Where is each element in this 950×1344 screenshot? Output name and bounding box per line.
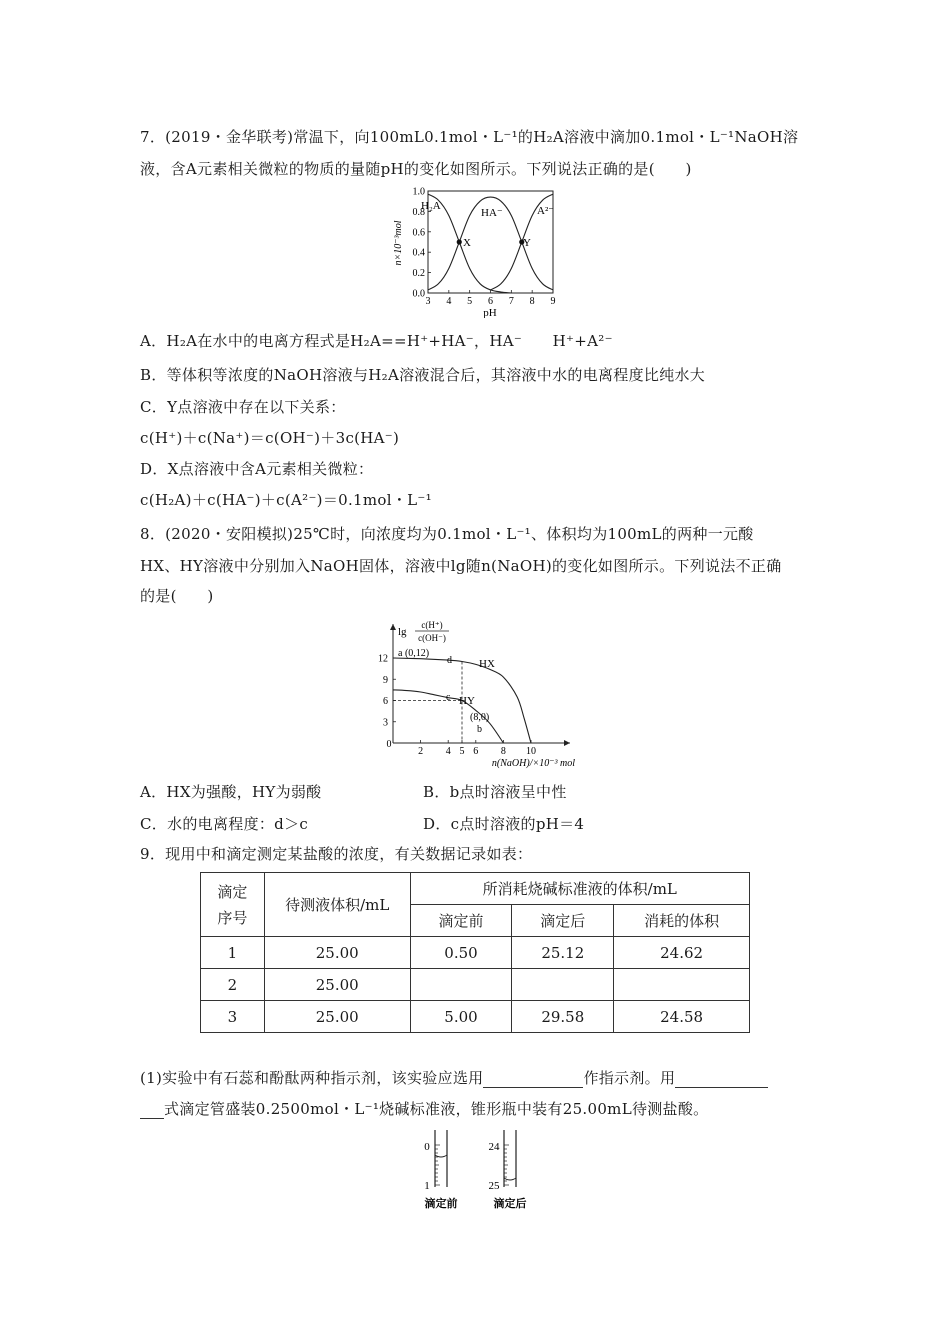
x-tick-label: 5 (467, 296, 473, 307)
point-label-b-coords: (8,0) (470, 712, 490, 723)
q9-part1-text-a: (1)实验中有石蕊和酚酞两种指示剂，该实验应选用 (140, 1069, 484, 1087)
q8-chart (365, 616, 580, 772)
burette-before-caption: 滴定前 (424, 1198, 458, 1210)
curve-label-ha: HA⁻ (481, 207, 503, 219)
x-tick-label: 4 (445, 746, 451, 757)
table-cell: 3 (201, 1001, 265, 1033)
table-cell: 24.58 (614, 1001, 750, 1033)
curve-label-hx: HX (479, 658, 495, 670)
y-tick-label: 0.8 (412, 206, 425, 218)
q8-option-c: C．水的电离程度：d＞c (140, 815, 309, 833)
x-tick-label: 6 (473, 746, 479, 757)
data-point (457, 239, 462, 244)
table-row (201, 969, 750, 1001)
q7-option-c-equation: c(H⁺)＋c(Na⁺)＝c(OH⁻)＋3c(HA⁻) (140, 429, 400, 447)
table-cell: 25.12 (512, 937, 614, 969)
table-cell: 25.00 (264, 937, 410, 969)
burette-after-top-mark: 24 (488, 1141, 500, 1153)
table-cell (614, 969, 750, 1001)
y-tick-label: 0.6 (412, 227, 425, 239)
x-tick-label: 5 (459, 746, 465, 757)
table-row (201, 937, 750, 969)
x-tick-label: 2 (418, 746, 424, 757)
burette-before-top-mark: 0 (424, 1141, 430, 1153)
chart2-xlabel: n(NaOH)/×10⁻³ mol (491, 758, 575, 769)
table-cell: 0.50 (410, 937, 512, 969)
header-seq-line1: 滴定 (217, 882, 248, 901)
y-tick-label: 6 (383, 696, 388, 707)
y-tick-label: 9 (383, 674, 388, 686)
chart1-xlabel: pH (483, 307, 497, 318)
y-axis-arrow (390, 624, 396, 630)
header-sample-volume: 待测液体积/mL (264, 873, 410, 937)
titration-table (200, 872, 750, 1033)
x-tick-label: 8 (500, 746, 506, 757)
point-label-c: c (446, 692, 451, 703)
table-cell: 2 (201, 969, 265, 1001)
burette-figure (410, 1127, 545, 1215)
curve-label-h2a: H₂A (421, 200, 441, 212)
header-seq (201, 873, 265, 937)
header-naoh-volume: 所消耗烧碱标准液的体积/mL (410, 873, 749, 905)
burette-after-bottom-mark: 25 (488, 1180, 500, 1192)
q7-option-c: C．Y点溶液中存在以下关系： (140, 398, 346, 416)
x-tick-label: 6 (488, 296, 493, 307)
point-label-y: Y (523, 237, 531, 249)
q8-option-d: D．c点时溶液的pH＝4 (423, 815, 585, 833)
table-cell: 5.00 (410, 1001, 512, 1033)
chart1-ylabel: n×10⁻³mol (393, 220, 404, 266)
curve-label-hy: HY (459, 695, 475, 707)
x-tick-label: 3 (425, 296, 431, 307)
answer-blank-burette-b[interactable] (140, 1100, 164, 1119)
meniscus-after (504, 1178, 516, 1180)
table-header-row (201, 873, 750, 905)
chart2-guides (393, 662, 462, 743)
y-tick-label: 12 (378, 653, 388, 665)
chart2-ylabel-lg: lg (398, 626, 407, 638)
q7-option-d-equation: c(H₂A)＋c(HA⁻)＋c(A²⁻)＝0.1mol・L⁻¹ (140, 491, 432, 509)
q9-part1-line2 (140, 1098, 708, 1119)
point-label-x: X (463, 237, 471, 249)
burette-after-caption: 滴定后 (493, 1198, 527, 1210)
q8-stem-line2: HX、HY溶液中分别加入NaOH固体，溶液中lg随n(NaOH)的变化如图所示。下列说法不正确 (140, 557, 782, 575)
q7-option-d: D．X点溶液中含A元素相关微粒： (140, 460, 374, 478)
chart2-ticks (378, 654, 536, 758)
point-label-d: d (447, 655, 452, 666)
q8-stem-line3: 的是( ) (140, 587, 214, 605)
x-tick-label: 7 (508, 296, 514, 307)
header-before: 滴定前 (410, 905, 512, 937)
header-used: 消耗的体积 (614, 905, 750, 937)
table-cell: 29.58 (512, 1001, 614, 1033)
y-tick-label: 0.4 (412, 247, 425, 259)
q7-chart (385, 183, 570, 318)
answer-blank-indicator[interactable] (483, 1069, 583, 1088)
burette-after (489, 1130, 527, 1210)
x-tick-label: 8 (529, 296, 535, 307)
x-axis-arrow (564, 740, 570, 746)
chart2-ylabel-denominator: c(OH⁻) (418, 633, 446, 643)
q8-option-b: B．b点时溶液呈中性 (423, 783, 567, 801)
y-tick-label: 0.0 (412, 288, 425, 300)
y-tick-label: 3 (383, 717, 388, 729)
q8-stem-line1: 8．(2020・安阳模拟)25℃时，向浓度均为0.1mol・L⁻¹、体积均为100mL的两种一元酸 (140, 525, 754, 543)
q7-option-a: A．H₂A在水中的电离方程式是H₂A==H⁺+HA⁻，HA⁻ H⁺+A²⁻ (140, 332, 613, 350)
q9-part1-text-c: 式滴定管盛装0.2500mol・L⁻¹烧碱标准液，锥形瓶中装有25.00mL待测盐酸。 (164, 1100, 709, 1118)
answer-blank-burette-a[interactable] (675, 1069, 768, 1088)
burette-before (424, 1130, 457, 1210)
x-tick-label: 9 (550, 296, 556, 307)
header-after: 滴定后 (512, 905, 614, 937)
table-cell (410, 969, 512, 1001)
point-label-a: a (0,12) (398, 648, 430, 659)
y-tick-label: 0.2 (412, 268, 425, 280)
q7-stem-line1: 7．(2019・金华联考)常温下，向100mL0.1mol・L⁻¹的H₂A溶液中滴加0.1mol・L⁻¹NaOH溶 (140, 128, 799, 146)
header-seq-line2: 序号 (217, 908, 248, 927)
chart2-ylabel-numerator: c(H⁺) (421, 620, 443, 630)
chart2-origin: 0 (386, 739, 392, 750)
table-row (201, 1001, 750, 1033)
q9-part1-line1 (140, 1067, 768, 1088)
q7-stem-line2: 液，含A元素相关微粒的物质的量随pH的变化如图所示。下列说法正确的是( ) (140, 160, 692, 178)
q9-stem: 9．现用中和滴定测定某盐酸的浓度，有关数据记录如表： (140, 845, 533, 863)
burette-before-bottom-mark: 1 (424, 1180, 430, 1192)
q8-option-a: A．HX为强酸，HY为弱酸 (140, 783, 322, 801)
q9-part1-text-b: 作指示剂。用 (583, 1069, 676, 1087)
y-tick-label: 1.0 (412, 186, 425, 198)
x-tick-label: 4 (446, 296, 452, 307)
table-cell: 1 (201, 937, 265, 969)
burette-before-scale (435, 1145, 440, 1185)
table-cell (512, 969, 614, 1001)
x-tick-label: 10 (526, 746, 536, 757)
q7-option-b: B．等体积等浓度的NaOH溶液与H₂A溶液混合后，其溶液中水的电离程度比纯水大 (140, 366, 706, 384)
table-cell: 25.00 (264, 969, 410, 1001)
table-cell: 24.62 (614, 937, 750, 969)
curve-label-a2: A²⁻ (537, 205, 555, 217)
point-label-b: b (477, 724, 482, 735)
table-cell: 25.00 (264, 1001, 410, 1033)
